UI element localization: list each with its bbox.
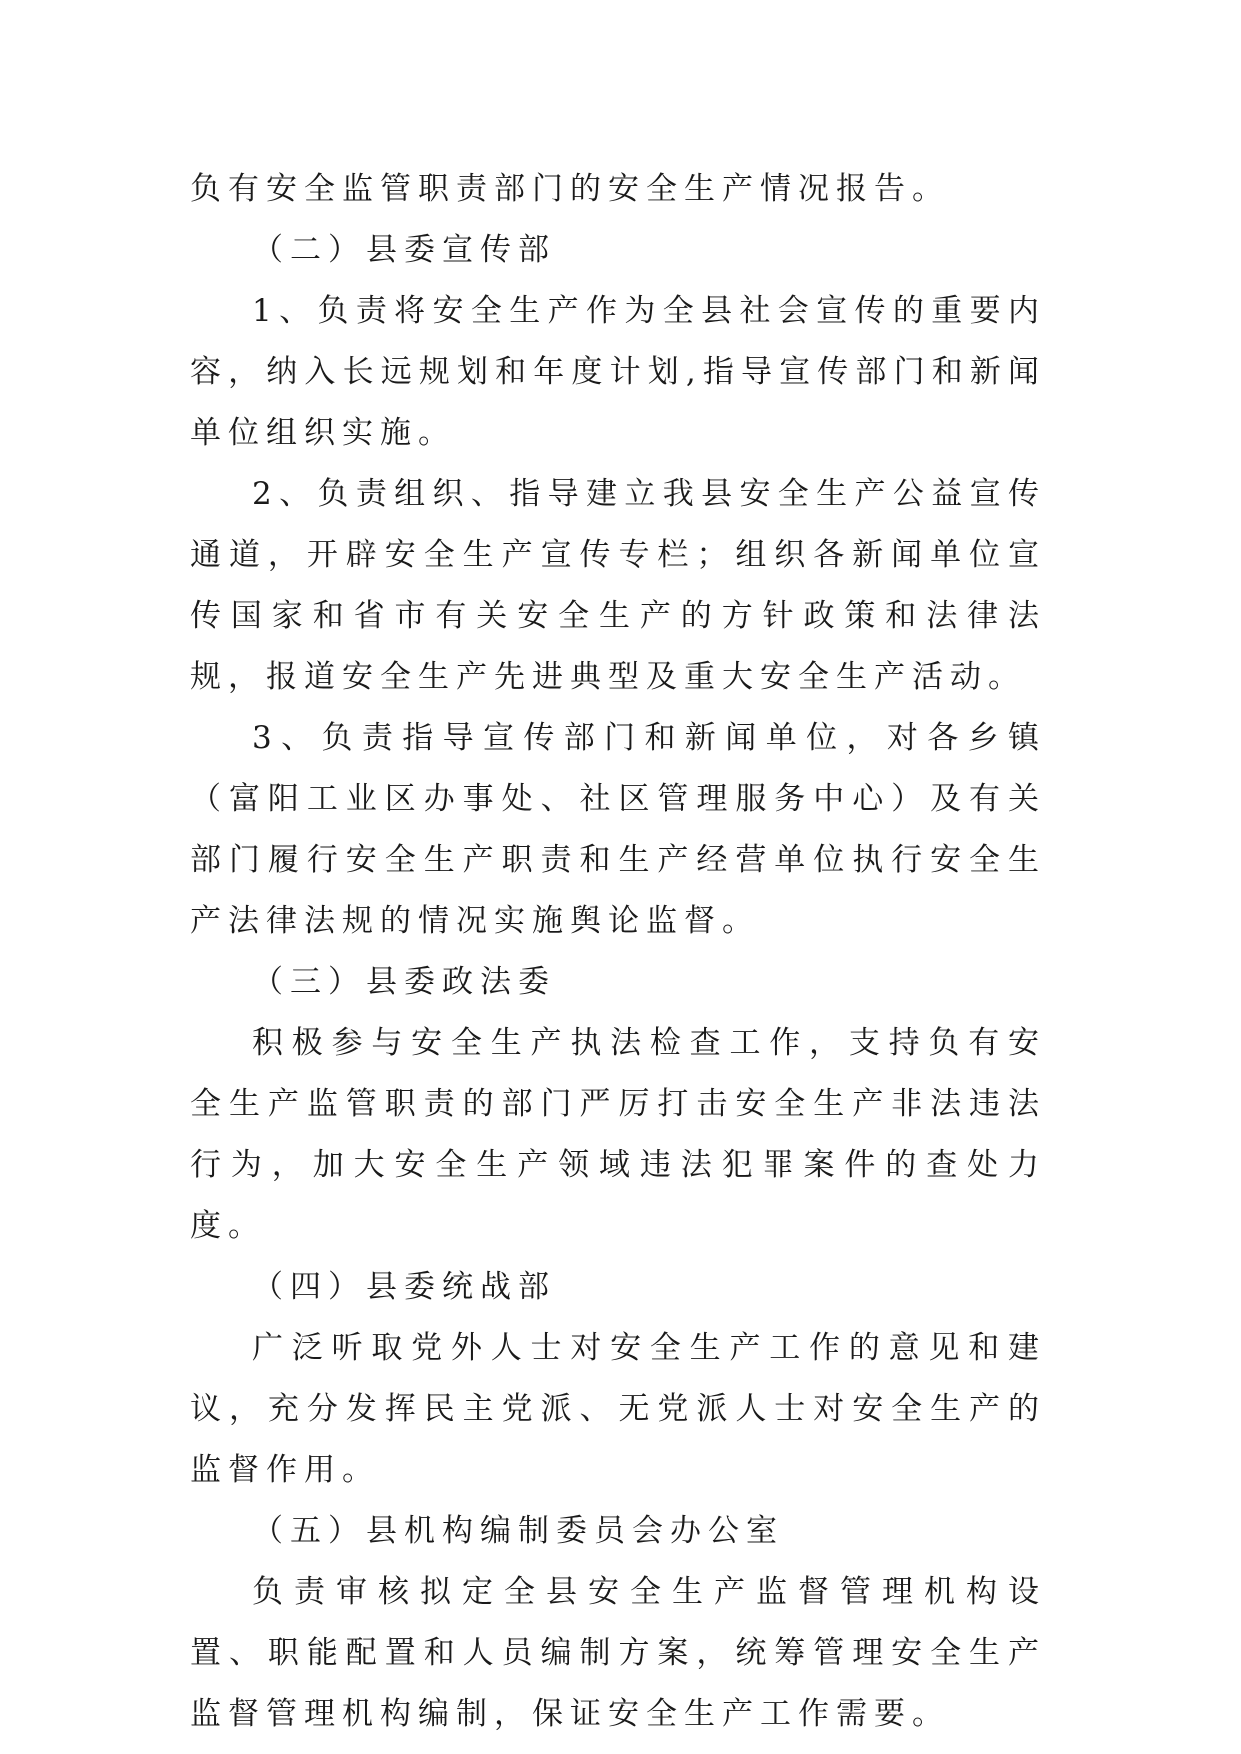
section-heading-staffing-office: （五）县机构编制委员会办公室 (252, 1513, 784, 1549)
paragraph-staffing-office: 负责审核拟定全县安全生产监督管理机构设置、职能配置和人员编制方案，统筹管理安全生产监督管理机构编制，保证安全生产工作需要。 (190, 1574, 1046, 1732)
section-heading-political-legal: （三）县委政法委 (252, 964, 556, 1000)
document-body (190, 159, 1046, 1745)
section-heading-propaganda-dept: （二）县委宣传部 (252, 232, 556, 268)
section-heading-united-front: （四）县委统战部 (252, 1269, 556, 1305)
paragraph-item-3: 3、负责指导宣传部门和新闻单位，对各乡镇（富阳工业区办事处、社区管理服务中心）及有关部门履行安全生产职责和生产经营单位执行安全生产法律法规的情况实施舆论监督。 (190, 720, 1046, 939)
paragraph-united-front: 广泛听取党外人士对安全生产工作的意见和建议，充分发挥民主党派、无党派人士对安全生产的监督作用。 (190, 1330, 1046, 1488)
paragraph-item-2: 2、负责组织、指导建立我县安全生产公益宣传通道，开辟安全生产宣传专栏；组织各新闻单位宣传国家和省市有关安全生产的方针政策和法律法规，报道安全生产先进典型及重大安全生产活动。 (190, 476, 1046, 695)
paragraph-political-legal: 积极参与安全生产执法检查工作，支持负有安全生产监管职责的部门严厉打击安全生产非法违法行为，加大安全生产领域违法犯罪案件的查处力度。 (190, 1025, 1046, 1244)
paragraph-continuation: 负有安全监管职责部门的安全生产情况报告。 (190, 171, 950, 207)
paragraph-item-1: 1、负责将安全生产作为全县社会宣传的重要内容，纳入长远规划和年度计划,指导宣传部门和新闻单位组织实施。 (190, 293, 1046, 451)
